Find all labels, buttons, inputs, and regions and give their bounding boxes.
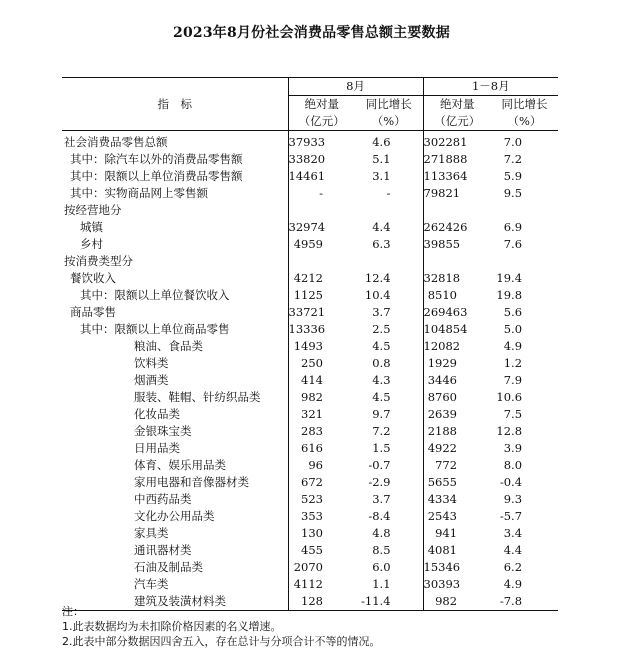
footnote-2: 2.此表中部分数据因四舍五入，存在总计与分项合计不等的情况。 — [62, 635, 381, 648]
ytd-absolute: 8510 — [427, 288, 458, 302]
row-name: 文化办公用品类 — [62, 508, 288, 525]
row-name: 粮油、食品类 — [62, 338, 288, 355]
ytd-absolute: 4081 — [427, 543, 458, 557]
table-row — [62, 542, 558, 559]
ytd-absolute: 982 — [423, 593, 491, 611]
table-row — [62, 389, 558, 406]
ytd-growth: 4.9 — [503, 339, 523, 353]
ytd-growth: 9.5 — [503, 186, 523, 200]
month-growth: 6.0 — [355, 559, 423, 576]
row-name: 服装、鞋帽、针纺织品类 — [62, 389, 288, 406]
row-name: 日用品类 — [62, 440, 288, 457]
month-growth: 1.1 — [355, 576, 423, 593]
header-growth-unit: （%） — [507, 114, 542, 128]
month-absolute: 14461 — [288, 169, 326, 183]
month-absolute: 128 — [288, 593, 355, 611]
month-absolute: 32974 — [288, 220, 326, 234]
month-growth: -2.9 — [355, 474, 423, 491]
table-row — [62, 151, 558, 168]
month-absolute: 13336 — [288, 322, 326, 336]
table-row — [62, 457, 558, 474]
ytd-absolute: 39855 — [423, 237, 461, 251]
table-row — [62, 270, 558, 287]
footnote-1: 1.此表数据均为未扣除价格因素的名义增速。 — [62, 620, 282, 633]
month-growth — [355, 202, 423, 219]
row-name: 其中：限额以上单位商品零售 — [62, 321, 288, 338]
ytd-absolute: 4922 — [427, 441, 458, 455]
table-row — [62, 338, 558, 355]
month-growth: 9.7 — [355, 406, 423, 423]
ytd-absolute — [423, 253, 491, 270]
header-abs-unit: （亿元） — [434, 114, 481, 128]
ytd-growth: 4.9 — [503, 577, 523, 591]
table-row — [62, 236, 558, 253]
table-row — [62, 202, 558, 219]
ytd-growth — [491, 202, 558, 219]
row-name: 体育、娱乐用品类 — [62, 457, 288, 474]
ytd-growth: 7.2 — [503, 152, 523, 166]
table-row — [62, 491, 558, 508]
row-name: 金银珠宝类 — [62, 423, 288, 440]
ytd-growth: 7.9 — [503, 373, 523, 387]
month-growth: -11.4 — [355, 593, 423, 611]
header-abs-unit: （亿元） — [298, 114, 345, 128]
row-name: 城镇 — [62, 219, 288, 236]
ytd-growth: 7.0 — [503, 135, 523, 149]
month-growth: 12.4 — [355, 270, 423, 287]
ytd-absolute: 5655 — [427, 475, 458, 489]
table-row — [62, 423, 558, 440]
ytd-growth: 19.4 — [496, 271, 523, 285]
month-growth: -8.4 — [355, 508, 423, 525]
ytd-growth: -7.8 — [491, 593, 558, 611]
month-growth: 2.5 — [355, 321, 423, 338]
header-abs-label: 绝对量 — [440, 97, 475, 111]
ytd-absolute: 941 — [435, 526, 458, 540]
ytd-absolute: 32818 — [423, 271, 461, 285]
footnote-label: 注： — [62, 605, 84, 618]
ytd-growth: 8.0 — [503, 458, 523, 472]
header-abs-label: 绝对量 — [304, 97, 339, 111]
row-name: 按消费类型分 — [62, 253, 288, 270]
header-indicator: 指 标 — [62, 78, 288, 131]
row-name: 家具类 — [62, 525, 288, 542]
table-row — [62, 253, 558, 270]
ytd-growth: 6.9 — [503, 220, 523, 234]
month-absolute: 4959 — [293, 237, 323, 251]
month-absolute: 33820 — [288, 152, 326, 166]
table-row — [62, 372, 558, 389]
month-absolute: 672 — [301, 475, 323, 489]
header-month-growth — [355, 96, 423, 131]
row-name: 化妆品类 — [62, 406, 288, 423]
ytd-absolute: 2543 — [427, 509, 458, 523]
ytd-growth: 6.2 — [503, 560, 523, 574]
header-growth-label: 同比增长 — [365, 97, 412, 111]
table-row — [62, 304, 558, 321]
ytd-absolute: 15346 — [423, 560, 461, 574]
row-name: 商品零售 — [62, 304, 288, 321]
month-absolute — [288, 202, 355, 219]
table-row — [62, 168, 558, 185]
month-absolute: 455 — [301, 543, 323, 557]
ytd-absolute: 79821 — [423, 186, 461, 200]
header-growth-label: 同比增长 — [501, 97, 548, 111]
month-absolute: 523 — [301, 492, 323, 506]
ytd-growth: 5.6 — [503, 305, 523, 319]
month-absolute: 250 — [301, 356, 323, 370]
footnotes — [62, 604, 381, 649]
ytd-growth — [491, 253, 558, 270]
month-growth: 4.3 — [355, 372, 423, 389]
month-absolute: 4112 — [293, 577, 323, 591]
month-absolute: 4212 — [293, 271, 323, 285]
ytd-absolute: 1929 — [427, 356, 458, 370]
month-absolute — [288, 253, 355, 270]
month-growth: -0.7 — [355, 457, 423, 474]
ytd-absolute — [423, 202, 491, 219]
table-row — [62, 559, 558, 576]
month-absolute: 414 — [301, 373, 323, 387]
month-growth: 6.3 — [355, 236, 423, 253]
table-row — [62, 321, 558, 338]
month-absolute: 353 — [301, 509, 323, 523]
row-name: 饮料类 — [62, 355, 288, 372]
row-name: 中西药品类 — [62, 491, 288, 508]
ytd-absolute: 2188 — [427, 424, 458, 438]
row-name: 其中：除汽车以外的消费品零售额 — [62, 151, 288, 168]
month-absolute: 1493 — [293, 339, 323, 353]
month-growth: 1.5 — [355, 440, 423, 457]
month-growth: 3.7 — [355, 491, 423, 508]
month-absolute: 130 — [301, 526, 323, 540]
table-row — [62, 525, 558, 542]
month-absolute: 283 — [301, 424, 323, 438]
ytd-growth: 4.4 — [503, 543, 523, 557]
month-growth: 0.8 — [355, 355, 423, 372]
month-absolute: 1125 — [293, 288, 323, 302]
month-growth: 3.1 — [355, 168, 423, 185]
ytd-growth: 7.5 — [503, 407, 523, 421]
ytd-growth: -5.7 — [499, 509, 523, 523]
month-growth: 4.5 — [355, 338, 423, 355]
table-row — [62, 185, 558, 202]
row-name: 建筑及装潢材料类 — [62, 593, 288, 611]
header-growth-unit: （%） — [371, 114, 406, 128]
month-growth: 3.7 — [355, 304, 423, 321]
ytd-absolute: 3446 — [427, 373, 458, 387]
row-name: 汽车类 — [62, 576, 288, 593]
row-name: 烟酒类 — [62, 372, 288, 389]
month-absolute: 982 — [301, 390, 323, 404]
ytd-absolute: 269463 — [423, 305, 468, 319]
row-name: 乡村 — [62, 236, 288, 253]
row-name: 家用电器和音像器材类 — [62, 474, 288, 491]
row-name: 其中：限额以上单位消费品零售额 — [62, 168, 288, 185]
table-row — [62, 508, 558, 525]
month-absolute: 2070 — [293, 560, 323, 574]
ytd-growth: 9.3 — [503, 492, 523, 506]
month-growth: 4.8 — [355, 525, 423, 542]
month-absolute: 616 — [301, 441, 323, 455]
ytd-absolute: 271888 — [423, 152, 468, 166]
ytd-absolute: 113364 — [423, 169, 468, 183]
table-row — [62, 406, 558, 423]
ytd-growth: 5.9 — [503, 169, 523, 183]
header-period-ytd: 1－8月 — [423, 78, 558, 96]
ytd-growth: 3.4 — [503, 526, 523, 540]
ytd-absolute: 8760 — [427, 390, 458, 404]
header-month-absolute — [288, 96, 355, 131]
month-growth: - — [355, 185, 423, 202]
month-growth: 8.5 — [355, 542, 423, 559]
ytd-absolute: 2639 — [427, 407, 458, 421]
header-period-month: 8月 — [288, 78, 423, 96]
row-name: 餐饮收入 — [62, 270, 288, 287]
table-row — [62, 219, 558, 236]
row-name: 社会消费品零售总额 — [62, 131, 288, 152]
page-title: 2023年8月份社会消费品零售总额主要数据 — [173, 25, 450, 41]
month-absolute: - — [319, 186, 323, 200]
ytd-growth: 3.9 — [503, 441, 523, 455]
table-row — [62, 440, 558, 457]
month-growth: 5.1 — [355, 151, 423, 168]
ytd-growth: 5.0 — [503, 322, 523, 336]
ytd-absolute: 262426 — [423, 220, 468, 234]
row-name: 其中：限额以上单位餐饮收入 — [62, 287, 288, 304]
table-row — [62, 287, 558, 304]
table-row — [62, 474, 558, 491]
ytd-growth: 19.8 — [496, 288, 523, 302]
ytd-growth: -0.4 — [499, 475, 523, 489]
ytd-absolute: 772 — [435, 458, 458, 472]
ytd-growth: 7.6 — [503, 237, 523, 251]
ytd-growth: 10.6 — [496, 390, 523, 404]
ytd-absolute: 12082 — [423, 339, 461, 353]
month-absolute: 33721 — [288, 305, 326, 319]
row-name: 石油及制品类 — [62, 559, 288, 576]
month-growth — [355, 253, 423, 270]
month-growth: 7.2 — [355, 423, 423, 440]
ytd-growth: 1.2 — [503, 356, 523, 370]
row-name: 通讯器材类 — [62, 542, 288, 559]
month-absolute: 321 — [301, 407, 323, 421]
data-table — [62, 78, 558, 611]
month-growth: 4.6 — [355, 131, 423, 152]
month-absolute: 37933 — [288, 135, 326, 149]
ytd-absolute: 302281 — [423, 135, 468, 149]
ytd-absolute: 4334 — [427, 492, 458, 506]
ytd-absolute: 30393 — [423, 577, 461, 591]
row-name: 其中：实物商品网上零售额 — [62, 185, 288, 202]
row-name: 按经营地分 — [62, 202, 288, 219]
table-row — [62, 355, 558, 372]
month-absolute: 96 — [308, 458, 323, 472]
table-row — [62, 131, 558, 152]
ytd-growth: 12.8 — [496, 424, 523, 438]
header-ytd-absolute — [423, 96, 491, 131]
month-growth: 10.4 — [355, 287, 423, 304]
month-growth: 4.4 — [355, 219, 423, 236]
table-row — [62, 576, 558, 593]
ytd-absolute: 104854 — [423, 322, 468, 336]
month-growth: 4.5 — [355, 389, 423, 406]
header-ytd-growth — [491, 96, 558, 131]
